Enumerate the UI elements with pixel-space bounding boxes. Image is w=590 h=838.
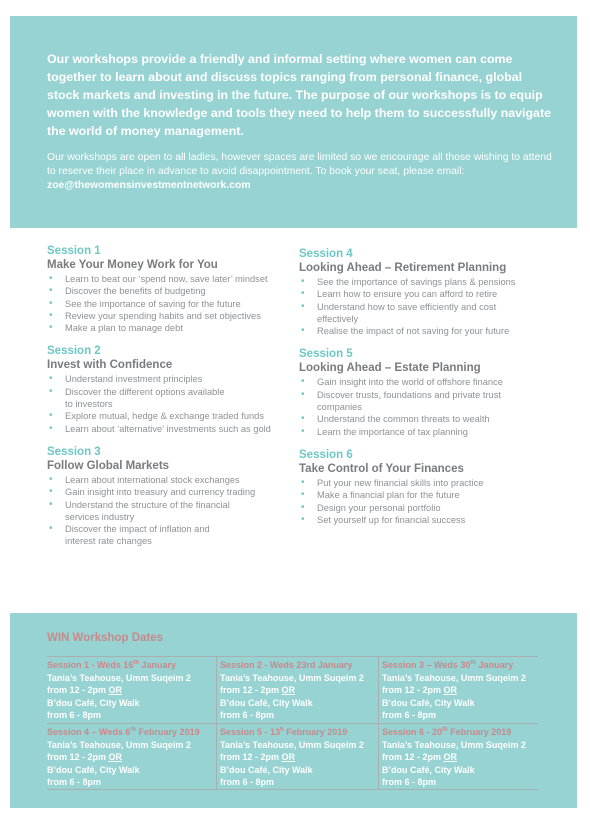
dates-grid xyxy=(47,656,538,790)
session-point: • Learn to beat our ‘spend now, save later’ mindset xyxy=(47,273,292,285)
or-label: OR xyxy=(443,685,458,696)
session-point: • Gain insight into treasury and currency trading xyxy=(47,486,292,498)
session-point: • Put your new financial skills into practice xyxy=(299,477,544,489)
venue-2: B’dou Café, City Walk xyxy=(382,764,475,775)
session-2 xyxy=(47,344,292,434)
session-point: • Discover the different options available to investors xyxy=(47,386,292,411)
session-point: • Gain insight into the world of offshore finance xyxy=(299,376,544,388)
time-2: from 6 - 8pm xyxy=(382,777,437,788)
session-point: • Realise the impact of not saving for your future xyxy=(299,325,544,337)
session-point: • Discover the impact of inflation and interest rate changes xyxy=(47,523,292,548)
session-point: • Make a financial plan for the future xyxy=(299,489,544,501)
venue-1: Tania’s Teahouse, Umm Suqeim 2 xyxy=(220,740,364,750)
session-point: • Set yourself up for financial success xyxy=(299,514,544,526)
session-point: • Learn the importance of tax planning xyxy=(299,426,544,438)
or-label: OR xyxy=(281,685,296,696)
session-number: Session 3 xyxy=(47,445,101,458)
time-2: from 6 - 8pm xyxy=(220,777,275,788)
booking-email-link[interactable]: zoe@thewomensinvestmentnetwork.com xyxy=(47,180,251,191)
time-1: from 12 - 2pm OR xyxy=(47,685,123,696)
session-point: • Understand how to save efficiently and cost effectively xyxy=(299,301,544,326)
venue-2: B’dou Café, City Walk xyxy=(220,764,313,775)
session-point: • See the importance of savings plans & pensions xyxy=(299,276,544,288)
venue-1: Tania’s Teahouse, Umm Suqeim 2 xyxy=(47,673,191,683)
session-number: Session 6 xyxy=(299,448,353,461)
venue-1: Tania’s Teahouse, Umm Suqeim 2 xyxy=(47,740,191,750)
or-label: OR xyxy=(108,752,123,763)
session-point: • Review your spending habits and set objectives xyxy=(47,310,292,322)
date-cell-session-3 xyxy=(379,656,538,723)
session-number: Session 2 xyxy=(47,345,101,358)
time-2: from 6 - 8pm xyxy=(220,710,275,721)
session-points xyxy=(299,276,544,337)
session-number: Session 4 xyxy=(299,248,353,260)
or-label: OR xyxy=(108,685,123,696)
or-label: OR xyxy=(281,752,296,763)
time-2: from 6 - 8pm xyxy=(47,710,102,721)
session-title: Looking Ahead – Estate Planning xyxy=(299,362,481,375)
sessions-left-column xyxy=(47,244,292,558)
date-heading: Session 4 – Weds 6th February 2019 xyxy=(47,727,200,737)
date-heading: Session 5 - 13$^h$ February 2019 xyxy=(220,727,348,737)
booking-info-text: Our workshops are open to all ladies, however spaces are limited so we encourage all those wishing to attend to reserve their place in advance to avoid disappointment. To book your seat, please email: xyxy=(47,152,552,177)
session-point: • See the importance of saving for the future xyxy=(47,298,292,310)
session-title: Make Your Money Work for You xyxy=(47,259,218,271)
session-points xyxy=(299,477,544,526)
intro-heading-text: Our workshops provide a friendly and informal setting where women can come together to learn about and discuss topics ranging from personal finance, global stock markets and investing in the future. The purpose of our workshops is to equip women with the knowledge and tools they need to help them to successfully navigate the world of money management. xyxy=(47,52,551,138)
session-point: • Discover trusts, foundations and private trust companies xyxy=(299,389,544,414)
sessions-right-column xyxy=(299,247,544,536)
session-1 xyxy=(47,244,292,334)
session-point: • Learn about international stock exchanges xyxy=(47,474,292,486)
or-label: OR xyxy=(443,752,458,763)
time-2: from 6 - 8pm xyxy=(382,710,437,721)
session-point: • Understand the common threats to wealth xyxy=(299,413,544,425)
session-number: Session 1 xyxy=(47,245,101,257)
intro-panel xyxy=(10,16,577,228)
date-cell-session-6 xyxy=(379,723,538,790)
venue-1: Tania’s Teahouse, Umm Suqeim 2 xyxy=(382,673,526,683)
session-point: • Explore mutual, hedge & exchange traded funds xyxy=(47,410,292,422)
date-heading: Session 2 - Weds 23rd January xyxy=(220,660,353,670)
session-point: • Understand the structure of the financial services industry xyxy=(47,499,292,524)
time-1: from 12 - 2pm OR xyxy=(220,752,296,763)
workshop-dates-panel xyxy=(10,613,577,808)
session-points xyxy=(299,376,544,437)
venue-1: Tania’s Teahouse, Umm Suqeim 2 xyxy=(382,740,526,750)
session-number: Session 5 xyxy=(299,348,353,361)
venue-2: B’dou Café, City Walk xyxy=(47,697,140,708)
session-points xyxy=(47,474,292,548)
date-cell-session-2 xyxy=(217,656,379,723)
intro-body-text xyxy=(47,151,553,193)
time-1: from 12 - 2pm OR xyxy=(220,685,296,696)
date-cell-session-1 xyxy=(47,656,217,723)
session-title: Looking Ahead – Retirement Planning xyxy=(299,262,507,274)
session-4 xyxy=(299,247,544,337)
venue-2: B’dou Café, City Walk xyxy=(47,764,140,775)
date-cell-session-5 xyxy=(217,723,379,790)
session-title: Invest with Confidence xyxy=(47,359,173,372)
session-point: • Make a plan to manage debt xyxy=(47,322,292,334)
date-heading: Session 1 - Weds 16th January xyxy=(47,660,177,670)
session-point: • Design your personal portfolio xyxy=(299,502,544,514)
venue-1: Tania’s Teahouse, Umm Suqeim 2 xyxy=(220,673,364,683)
time-2: from 6 - 8pm xyxy=(47,777,102,788)
time-1: from 12 - 2pm OR xyxy=(382,685,458,696)
session-point: • Learn about ‘alternative’ investments such as gold xyxy=(47,423,292,435)
session-point: • Discover the benefits of budgeting xyxy=(47,285,292,297)
date-heading: Session 6 - 20th February 2019 xyxy=(382,727,512,737)
session-5 xyxy=(299,347,544,437)
session-point: • Learn how to ensure you can afford to retire xyxy=(299,288,544,300)
time-1: from 12 - 2pm OR xyxy=(47,752,123,763)
time-1: from 12 - 2pm OR xyxy=(382,752,458,763)
dates-title: WIN Workshop Dates xyxy=(47,632,164,644)
date-heading: Session 3 – Weds 30th January xyxy=(382,660,514,670)
session-points xyxy=(47,373,292,434)
session-point: • Understand investment principles xyxy=(47,373,292,385)
venue-2: B’dou Café, City Walk xyxy=(382,697,475,708)
session-3 xyxy=(47,445,292,548)
session-title: Follow Global Markets xyxy=(47,459,170,472)
venue-2: B’dou Café, City Walk xyxy=(220,697,313,708)
session-points xyxy=(47,273,292,334)
session-title: Take Control of Your Finances xyxy=(299,462,464,475)
date-cell-session-4 xyxy=(47,723,217,790)
session-6 xyxy=(299,448,544,526)
